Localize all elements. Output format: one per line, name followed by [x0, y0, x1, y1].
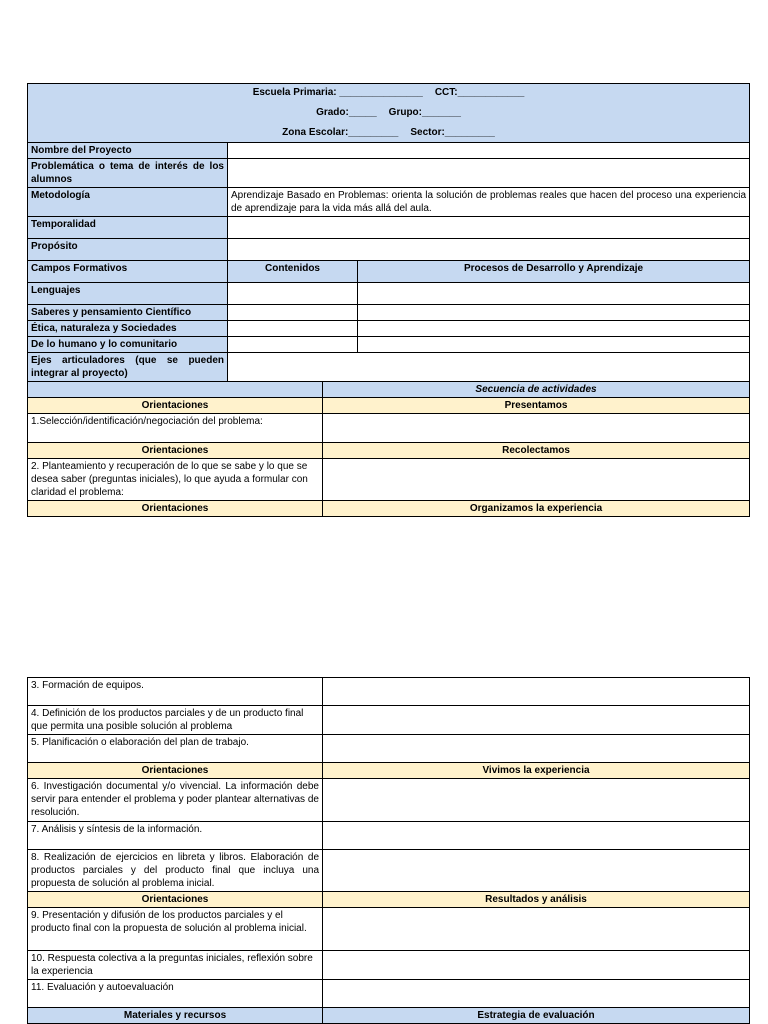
- secuencia-header: Secuencia de actividades: [323, 382, 750, 398]
- campo-etica: Ética, naturaleza y Sociedades: [28, 321, 228, 337]
- sector-field[interactable]: Sector:_________: [410, 126, 495, 138]
- step-11-activity[interactable]: [323, 980, 750, 1008]
- recolectamos-header: Recolectamos: [323, 443, 750, 459]
- cct-field[interactable]: CCT:____________: [434, 86, 525, 98]
- presentamos-header: Presentamos: [323, 398, 750, 414]
- proceso-cell[interactable]: [358, 283, 750, 305]
- step-4: 4. Definición de los productos parciales y de un producto final que permita una posible solución al problema: [28, 706, 323, 735]
- proceso-cell[interactable]: [358, 321, 750, 337]
- step-5: 5. Planificación o elaboración del plan de trabajo.: [28, 735, 323, 763]
- orientaciones-header: Orientaciones: [28, 763, 323, 779]
- proceso-cell[interactable]: [358, 305, 750, 321]
- step-6: 6. Investigación documental y/o vivencial. La información debe servir para entender el problema y poder plantear alternativas de resolución.: [28, 779, 323, 822]
- problematica-value[interactable]: [228, 159, 750, 188]
- contenido-cell[interactable]: [228, 337, 358, 353]
- procesos-header: Procesos de Desarrollo y Aprendizaje: [358, 261, 750, 283]
- temporalidad-value[interactable]: [228, 217, 750, 239]
- nombre-label: Nombre del Proyecto: [28, 143, 228, 159]
- orientaciones-header: Orientaciones: [28, 443, 323, 459]
- proposito-label: Propósito: [28, 239, 228, 261]
- step-9-activity[interactable]: [323, 908, 750, 951]
- proceso-cell[interactable]: [358, 337, 750, 353]
- organizamos-header: Organizamos la experiencia: [323, 501, 750, 517]
- contenido-cell[interactable]: [228, 305, 358, 321]
- contenido-cell[interactable]: [228, 283, 358, 305]
- grupo-field[interactable]: Grupo:_______: [388, 106, 461, 118]
- metodologia-value: Aprendizaje Basado en Problemas: orienta la solución de problemas reales que hacen del proceso una experiencia de aprendizaje para la vida más allá del aula.: [228, 188, 750, 217]
- resultados-header: Resultados y análisis: [323, 892, 750, 908]
- step-7: 7. Análisis y síntesis de la información.: [28, 822, 323, 850]
- escuela-field[interactable]: Escuela Primaria: _______________: [252, 86, 423, 98]
- step-3-activity[interactable]: [323, 678, 750, 706]
- step-1: 1.Selección/identificación/negociación del problema:: [28, 414, 323, 443]
- ejes-value[interactable]: [228, 353, 750, 382]
- step-9: 9. Presentación y difusión de los productos parciales y el producto final con la propuesta de solución al problema inicial.: [28, 908, 323, 951]
- vivimos-header: Vivimos la experiencia: [323, 763, 750, 779]
- orientaciones-header: Orientaciones: [28, 501, 323, 517]
- temporalidad-label: Temporalidad: [28, 217, 228, 239]
- step-5-activity[interactable]: [323, 735, 750, 763]
- orientaciones-header: Orientaciones: [28, 398, 323, 414]
- step-4-activity[interactable]: [323, 706, 750, 735]
- blank-cell: [28, 382, 323, 398]
- step-11: 11. Evaluación y autoevaluación: [28, 980, 323, 1008]
- orientaciones-header: Orientaciones: [28, 892, 323, 908]
- problematica-label: Problemática o tema de interés de los alumnos: [28, 159, 228, 188]
- materiales-header: Materiales y recursos: [28, 1008, 323, 1024]
- step-2-activity[interactable]: [323, 459, 750, 501]
- planning-table-page-1: [27, 83, 750, 517]
- nombre-value[interactable]: [228, 143, 750, 159]
- ejes-label: Ejes articuladores (que se pueden integrar al proyecto): [28, 353, 228, 382]
- step-10-activity[interactable]: [323, 951, 750, 980]
- step-7-activity[interactable]: [323, 822, 750, 850]
- step-3: 3. Formación de equipos.: [28, 678, 323, 706]
- contenido-cell[interactable]: [228, 321, 358, 337]
- campo-lenguajes: Lenguajes: [28, 283, 228, 305]
- proposito-value[interactable]: [228, 239, 750, 261]
- step-1-activity[interactable]: [323, 414, 750, 443]
- contenidos-header: Contenidos: [228, 261, 358, 283]
- campo-saberes: Saberes y pensamiento Científico: [28, 305, 228, 321]
- estrategia-header: Estrategia de evaluación: [323, 1008, 750, 1024]
- campo-humano: De lo humano y lo comunitario: [28, 337, 228, 353]
- step-2: 2. Planteamiento y recuperación de lo que se sabe y lo que se desea saber (preguntas iniciales), lo que ayuda a formular con claridad el problema:: [28, 459, 323, 501]
- step-10: 10. Respuesta colectiva a la preguntas iniciales, reflexión sobre la experiencia: [28, 951, 323, 980]
- zona-field[interactable]: Zona Escolar:_________: [282, 126, 399, 138]
- step-6-activity[interactable]: [323, 779, 750, 822]
- metodologia-label: Metodología: [28, 188, 228, 217]
- step-8-activity[interactable]: [323, 850, 750, 892]
- school-header: [28, 84, 750, 143]
- grado-field[interactable]: Grado:_____: [316, 106, 377, 118]
- planning-table-page-2: [27, 677, 750, 1024]
- step-8: 8. Realización de ejercicios en libreta y libros. Elaboración de productos parciales y del producto final que incluya una propuesta de solución al problema inicial.: [28, 850, 323, 892]
- campos-header: Campos Formativos: [28, 261, 228, 283]
